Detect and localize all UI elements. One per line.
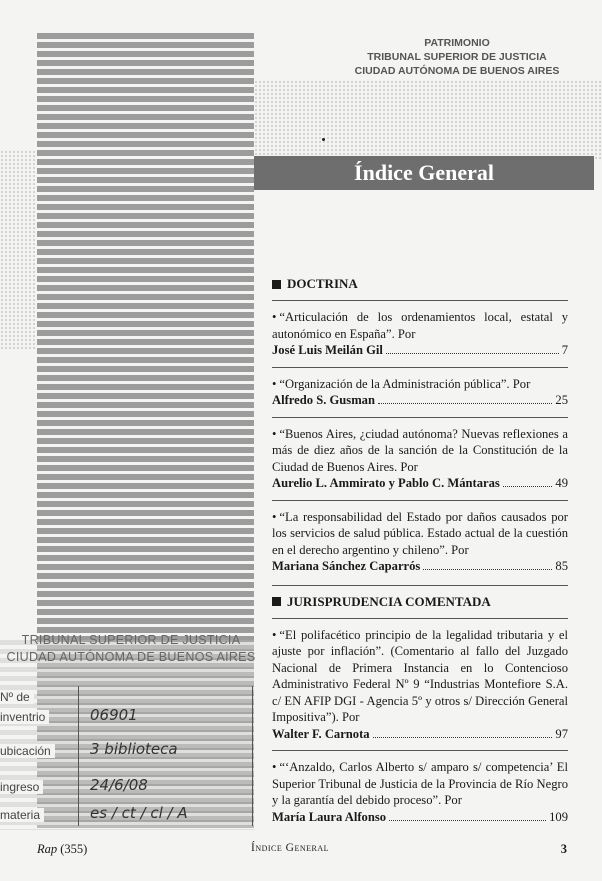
dot-leader (503, 476, 553, 487)
bullet-icon: • (272, 760, 277, 774)
square-bullet-icon (272, 280, 281, 289)
entry-page: 85 (555, 559, 568, 573)
stamp-line: TRIBUNAL SUPERIOR DE JUSTICIA (367, 51, 547, 63)
toc-entry[interactable]: • “Articulación de los ordenamientos local, estatal y autonómico en España”. Por José Luis Meilán Gil 7 (272, 310, 568, 357)
dot-leader (373, 727, 553, 738)
footer-journal: Rap (355) (37, 842, 88, 856)
form-label: Nº de (0, 690, 34, 704)
form-label: ubicación (0, 744, 55, 758)
divider (272, 300, 568, 301)
toc-entry[interactable]: • “Organización de la Administración pública”. Por Alfredo S. Gusman 25 (272, 376, 568, 407)
divider (272, 750, 568, 751)
table-of-contents (272, 276, 568, 825)
toc-entry[interactable]: • “‘Anzaldo, Carlos Alberto s/ amparo s/ competencia’ El Superior Tribunal de Justicia de la Provincia de Río Negro y la garantía del debido proceso”. Por María Laura Alfonso 109 (272, 760, 568, 824)
divider (272, 417, 568, 418)
decorative-dot-pattern-left (0, 150, 37, 350)
section-heading: DOCTRINA (272, 276, 568, 292)
ink-dot (322, 138, 325, 141)
divider (272, 367, 568, 368)
toc-entry[interactable]: • “El polifacético principio de la legalidad tributaria y el ajuste por inflación”. (Comentario al fallo del Juzgado Nacional de Primera Instancia en lo Contencioso Administrativo Federal Nº 9 “Industrias Montefiore S.A. c/ EN AFIP DGI - Agencia 5º y otros s/ Dirección General Impositiva”). Por Walter F. Carnota 97 (272, 627, 568, 741)
divider (272, 585, 568, 586)
dot-leader (389, 810, 546, 821)
stamp-line: TRIBUNAL SUPERIOR DE JUSTICIA (21, 633, 241, 647)
bullet-icon: • (272, 426, 277, 441)
toc-entry[interactable]: • “Buenos Aires, ¿ciudad autónoma? Nuevas reflexiones a más de diez años de la sanción de la Constitución de la Ciudad de Buenos Aires. Por Aurelio L. Ammirato y Pablo C. Mántaras 49 (272, 426, 568, 490)
entry-page: 49 (555, 476, 568, 490)
index-banner (254, 156, 594, 190)
decorative-dot-pattern (254, 80, 602, 160)
form-row (0, 706, 256, 730)
page-footer (37, 842, 567, 862)
entry-author: José Luis Meilán Gil (272, 343, 383, 357)
court-stamp (0, 632, 262, 666)
stamp-line: CIUDAD AUTÓNOMA DE BUENOS AIRES (6, 650, 256, 664)
entry-author: María Laura Alfonso (272, 809, 387, 824)
section-heading: JURISPRUDENCIA COMENTADA (272, 594, 568, 610)
form-row (0, 804, 256, 828)
handwritten-value: es / ct / cl / A (90, 804, 188, 822)
form-label: materia (0, 808, 44, 822)
divider (272, 500, 568, 501)
form-label: ingreso (0, 780, 43, 794)
square-bullet-icon (272, 597, 281, 606)
page-title: Índice General (354, 160, 494, 185)
form-row (0, 776, 256, 800)
toc-entry[interactable]: • “La responsabilidad del Estado por daños causados por los servicios de salud pública. Estado actual de la cuestión en el derecho argentino y chileno”. Por Mariana Sánchez Caparrós 85 (272, 509, 568, 573)
page-number: 3 (560, 842, 567, 856)
dot-leader (423, 559, 552, 570)
bullet-icon: • (272, 376, 277, 391)
divider (272, 618, 568, 619)
footer-section: Índice General (251, 842, 330, 854)
dot-leader (378, 393, 552, 404)
entry-author: Mariana Sánchez Caparrós (272, 559, 421, 573)
handwritten-value: 06901 (90, 706, 138, 724)
handwritten-value: 24/6/08 (90, 776, 148, 794)
bullet-icon: • (272, 627, 277, 642)
inventory-form (0, 686, 256, 830)
library-stamp-top (332, 36, 582, 78)
dot-leader (386, 343, 559, 354)
handwritten-value: 3 biblioteca (90, 740, 178, 758)
entry-author: Walter F. Carnota (272, 726, 370, 741)
entry-page: 7 (561, 343, 568, 357)
stamp-line: PATRIMONIO (424, 37, 490, 49)
form-row (0, 740, 256, 764)
form-label: inventrio (0, 710, 49, 724)
bullet-icon: • (272, 509, 277, 524)
entry-author: Alfredo S. Gusman (272, 393, 375, 407)
stamp-line: CIUDAD AUTÓNOMA DE BUENOS AIRES (354, 65, 560, 77)
entry-page: 109 (549, 809, 568, 824)
entry-page: 25 (555, 393, 568, 407)
entry-author: Aurelio L. Ammirato y Pablo C. Mántaras (272, 476, 500, 490)
entry-page: 97 (555, 726, 568, 741)
bullet-icon: • (272, 310, 277, 324)
